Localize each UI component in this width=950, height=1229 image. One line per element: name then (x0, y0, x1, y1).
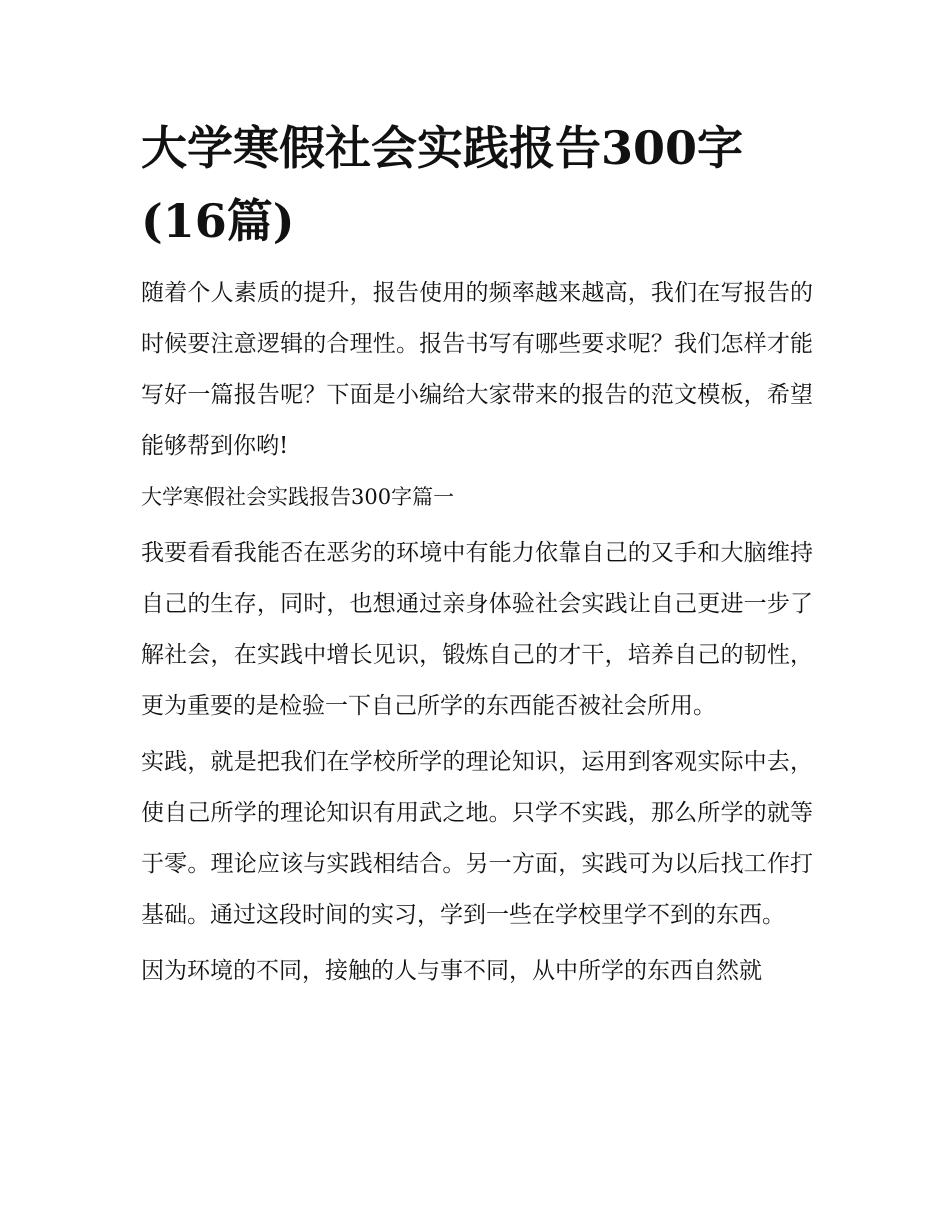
body-paragraph: 我要看看我能否在恶劣的环境中有能力依靠自己的又手和大脑维持自己的生存，同时，也想通过亲身体验社会实践让自己更进一步了解社会，在实践中增长见识，锻炼自己的才干，培养自己的韧性，更为重要的是检验一下自己所学的东西能否被社会所用。 (141, 540, 813, 719)
body-paragraph: 因为环境的不同，接触的人与事不同，从中所学的东西自然就 (141, 958, 762, 984)
body-paragraph: 实践，就是把我们在学校所学的理论知识，运用到客观实际中去，使自己所学的理论知识有用武之地。只学不实践，那么所学的就等于零。理论应该与实践相结合。另一方面，实践可为以后找工作打基础。通过这段时间的实习，学到一些在学校里学不到的东西。 (141, 749, 813, 928)
intro-paragraph: 随着个人素质的提升，报告使用的频率越来越高，我们在写报告的时候要注意逻辑的合理性。报告书写有哪些要求呢？我们怎样才能写好一篇报告呢？下面是小编给大家带来的报告的范文模板，希望能够帮到你哟! (141, 280, 813, 459)
document-body (141, 112, 813, 997)
document-title: 大学寒假社会实践报告300字(16篇) (141, 121, 744, 248)
section-heading: 大学寒假社会实践报告300字篇一 (141, 485, 455, 509)
